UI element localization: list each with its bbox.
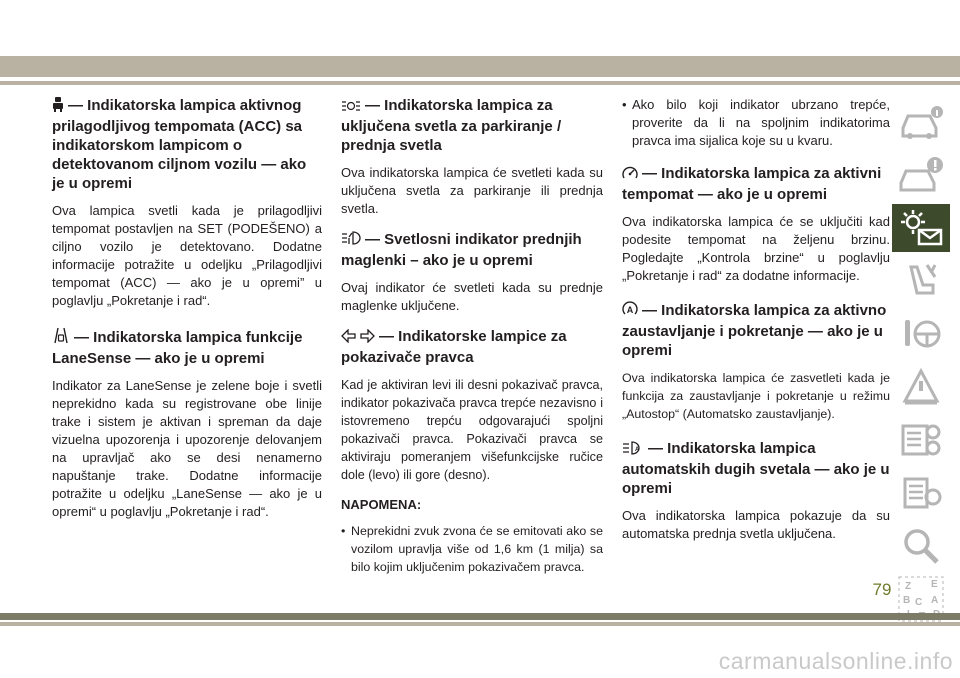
- header-line: [0, 81, 960, 85]
- heading-text: — Indikatorska lampica za aktivni tempomat — ako je u opremi: [622, 165, 882, 203]
- header-stripe: [0, 56, 960, 77]
- car-warning-icon: [897, 155, 945, 195]
- top-margin: [0, 0, 960, 56]
- heading-lanesense: [52, 326, 322, 368]
- heading-stop-start: [622, 301, 890, 360]
- sidebar-item-roadside-warning[interactable]: [892, 363, 950, 411]
- sidebar-item-car-warning[interactable]: [892, 151, 950, 199]
- column-3: [622, 96, 890, 555]
- heading-acc-indicator: [52, 96, 322, 193]
- stop-start-icon: [622, 301, 638, 322]
- dashboard-lights-icon: [897, 208, 945, 248]
- column-2: [341, 96, 603, 586]
- paragraph: Ova indikatorska lampica će zasvetleti kada je funkcija za zaustavljanje i pokretanje u režimu „Autostop“ (Automatsko zaustavljanje).: [622, 371, 890, 421]
- acc-target-vehicle-icon: [52, 97, 64, 117]
- parking-lights-icon: [341, 98, 361, 117]
- svg-text:C: C: [915, 597, 923, 608]
- airbag-seat-icon: [897, 261, 945, 301]
- sidebar-item-steering-wheel[interactable]: [892, 310, 950, 358]
- search-icon: [897, 526, 945, 566]
- note-bullet: • Neprekidni zvuk zvona će se emitovati ako se vozilom upravlja više od 1,6 km (1 milja) sa bilo kojim uključenim pokazivačem pravca.: [341, 522, 603, 576]
- bullet-item: • Ako bilo koji indikator ubrzano trepće, proverite da li na spoljnim indikatorima pravca ima sijalica koje su u kvaru.: [622, 96, 890, 150]
- paragraph: Kad je aktiviran levi ili desni pokazivač pravca, indikator pokazivača pravca trepće nezavisno i istovremeno trepću odgovarajući spoljni pokazivači pravca. Pokazivači pravca se aktiviraju pomeranjem višefunkcijske ručice dole (levo) ili gore (desno).: [341, 378, 603, 482]
- heading-text: — Svetlosni indikator prednjih maglenki – ako je u opremi: [341, 231, 582, 269]
- note-heading: NAPOMENA:: [341, 497, 422, 512]
- sidebar-item-specifications[interactable]: [892, 469, 950, 517]
- heading-auto-high-beam: [622, 439, 890, 498]
- steering-wheel-icon: [897, 314, 945, 354]
- heading-active-cruise: [622, 164, 890, 204]
- heading-text: — Indikatorska lampica aktivnog prilagodljivog tempomata (ACC) sa indikatorskom lampicom o detektovanom ciljnom vozilu — ako je u opremi: [52, 97, 307, 192]
- lanesense-icon: [52, 326, 70, 349]
- auto-high-beam-icon: [622, 441, 644, 460]
- heading-text: — Indikatorske lampice za pokazivače pravca: [341, 328, 567, 366]
- svg-text:A: A: [931, 595, 939, 606]
- sidebar-item-maintenance[interactable]: [892, 416, 950, 464]
- svg-text:A: A: [635, 447, 640, 453]
- paragraph: Indikator za LaneSense je zelene boje i svetli neprekidno kada su registrovane obe linije trake i sistem je aktivan i spreman da daje vizuelna upozorenja i upozorenje delovanjem na upravljač ako se desi nenamerno napuštanje trake. Dodatne informacije potražite u odeljku „LaneSense — ako je u opremi“ u poglavlju „Pokretanje i rad“.: [52, 378, 322, 519]
- cruise-control-icon: [622, 166, 638, 185]
- svg-text:Z: Z: [905, 581, 912, 592]
- paragraph: Ovaj indikator će svetleti kada su prednje maglenke uključene.: [341, 280, 603, 313]
- heading-fog-lights: [341, 230, 603, 270]
- column-1: [52, 96, 322, 533]
- footer-line: [0, 622, 960, 626]
- front-fog-light-icon: [341, 230, 361, 251]
- roadside-warning-icon: [897, 367, 945, 407]
- paragraph: Ova indikatorska lampica pokazuje da su automatska prednja svetla uključena.: [622, 508, 890, 541]
- sidebar-item-search[interactable]: [892, 522, 950, 570]
- heading-turn-signals: [341, 327, 603, 367]
- heading-text: — Indikatorska lampica automatskih dugih svetala — ako je u opremi: [622, 440, 890, 497]
- heading-text: — Indikatorska lampica za uključena svetla za parkiranje / prednja svetla: [341, 97, 562, 154]
- svg-text:E: E: [931, 579, 938, 590]
- sidebar-item-car-info[interactable]: [892, 98, 950, 146]
- specifications-icon: [897, 473, 945, 513]
- paragraph: Ova indikatorska lampica će svetleti kada su uključena svetla za parkiranje ili prednja svetla.: [341, 165, 603, 216]
- paragraph: Ova lampica svetli kada je prilagodljivi tempomat postavljen na SET (PODEŠENO) a ciljno vozilo je detektovano. Dodatne informacije potražite u odeljku „Prilagodljivi tempomat (ACC) — ako je u opremi” u poglavlju „Pokretanje i rad“.: [52, 203, 322, 308]
- paragraph: Ova indikatorska lampica će se uključiti kad podesite tempomat na željenu brzinu. Pogledajte „Kontrola brzine“ u poglavlju „Pokretanje i rad“ za dodatne informacije.: [622, 214, 890, 283]
- heading-text: — Indikatorska lampica funkcije LaneSense — ako je u opremi: [52, 329, 303, 367]
- heading-text: — Indikatorska lampica za aktivno zaustavljanje i pokretanje — ako je u opremi: [622, 302, 887, 359]
- sidebar-item-dashboard-lights[interactable]: [892, 204, 950, 252]
- car-info-icon: [897, 102, 945, 142]
- turn-signal-arrows-icon: [341, 329, 375, 348]
- heading-parking-lights: [341, 96, 603, 155]
- page-number: 79: [872, 580, 892, 599]
- sidebar-item-airbag-seat[interactable]: [892, 257, 950, 305]
- svg-text:A: A: [626, 305, 634, 315]
- footer-stripe: [0, 613, 960, 620]
- chapter-sidebar: [892, 98, 950, 628]
- watermark: carmanualsonline.info: [718, 648, 953, 674]
- svg-text:B: B: [903, 595, 911, 606]
- maintenance-icon: [897, 420, 945, 460]
